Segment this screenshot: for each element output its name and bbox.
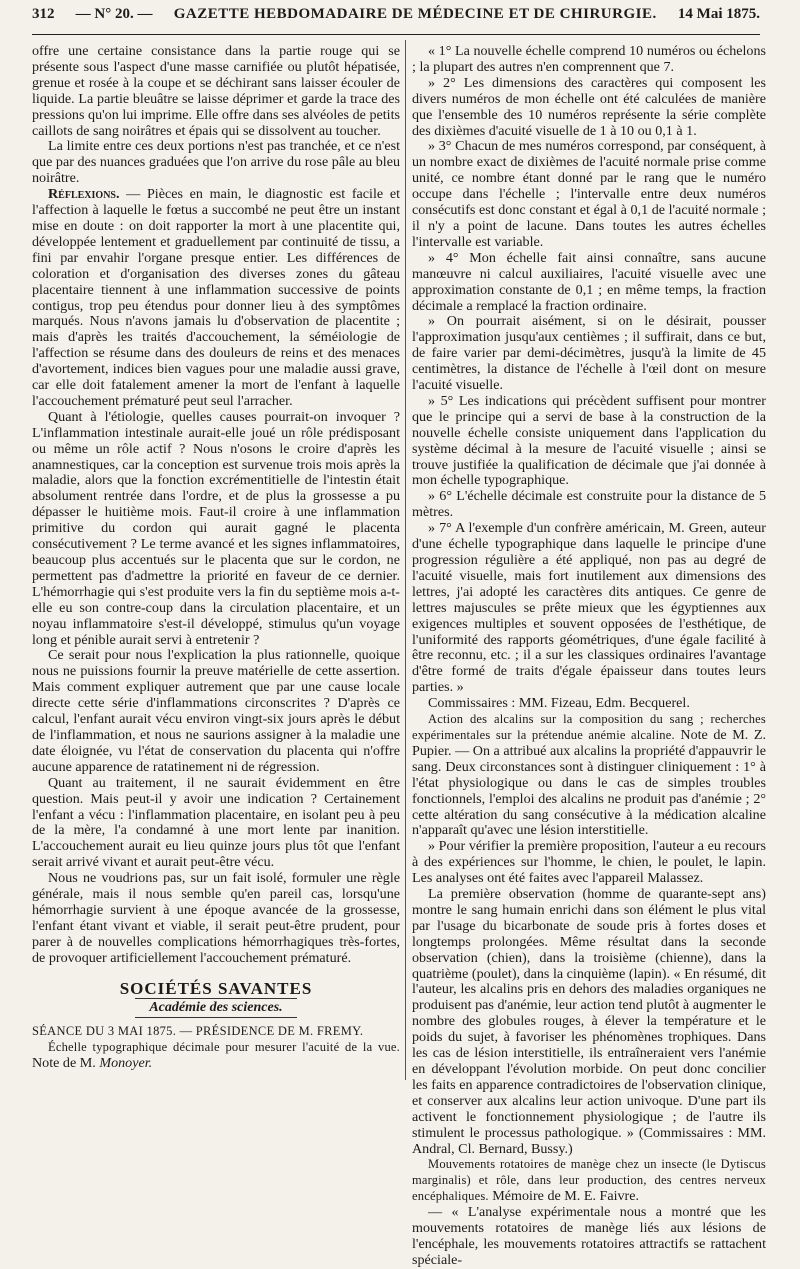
paragraph: » 5° Les indications qui précèdent suffisent pour montrer que le principe qui a servi de base à la construction de la nouvelle échelle consiste uniquement dans l'application du système décimal à la mesure de l'acuité visuelle ; ainsi se trouve justifiée la qualification de décimale que j'ai donnée à mon échelle typographique. [412,392,766,489]
journal-title: GAZETTE HEBDOMADAIRE DE MÉDECINE ET DE CHIRURGIE. [173,6,657,22]
paragraph [32,187,400,410]
column-divider [405,40,406,1080]
paragraph: » 6° L'échelle décimale est construite pour la distance de 5 mètres. [412,488,766,521]
paragraph: Quant au traitement, il ne saurait évidemment en être question. Mais peut-il y avoir une indication ? Certainement l'enfant a vécu : l'inflammation placentaire, en isolant peu à peu de la mère, l'a condamné à une mort lente par inanition. L'accouchement aurait eu lieu quinze jours plus tôt que l'enfant serait arrivé vivant et aurait peut-être vécu. [32,774,400,871]
seance-line: SÉANCE DU 3 MAI 1875. — PRÉSIDENCE DE M. FREMY. [32,1024,364,1039]
echelle-heading: Échelle typographique décimale pour mesurer l'acuité de la vue. [48,1040,400,1055]
paragraph: Quant à l'étiologie, quelles causes pourrait-on invoquer ? L'inflammation intestinale aurait-elle joué un rôle prédisposant ou même un rôle actif ? Nous n'osons le croire d'après les anamnestiques, car la conception est survenue trois mois après la maladie, alors que la fonction excrémentitielle de l'intestin était absolument rentrée dans l'ordre, et de plus la grossesse a pu dépasser le huitième mois. Faut-il croire à une inflammation primitive du cordon qui aurait gagné le placenta consécutivement ? Le terme avancé et les signes inflammatoires, beaucoup plus accentués sur le placenta que sur le cordon, ne permettent pas d'admettre la priorité en faveur de ce dernier. L'hémorrhagie qui s'est produite vers la fin du septième mois a-t-elle eu son contre-coup dans la circulation placentaire, et un noyau inflammatoire s'est-il développé, stimulus qu'un voyage long et pénible aurait servi à entretenir ? [32,408,400,648]
paragraph: « 1° La nouvelle échelle comprend 10 numéros ou échelons ; la plupart des autres n'en comprennent que 7. [412,43,766,75]
paragraph: La première observation (homme de quarante-sept ans) montre le sang humain enrichi dans son élément le plus vital par l'usage du bicarbonate de soude pris à fortes doses et longtemps prolongées. Même résultat dans la seconde observation (chien), dans la troisième (chienne), dans la quatrième (poulet), dans la cinquième (lapin). « En résumé, dit l'auteur, les alcalins pris en dehors des maladies organiques ne produisent pas d'anémie, leur action tend plutôt à augmenter le nombre des globules rouges, à élever la température et le poids du sujet, à favoriser les phénomènes trophiques. Dans les cas de lésion interstitielle, ils entraîneraient vers l'anémie en développant l'évolution morbide. On peut donc concilier les faits en apparence contradictoires de l'observation clinique, et conserver aux alcalins leur action univoque. D'une part ils activent le fonctionnement physiologique ; de l'autre ils stimulent le processus pathologique. » (Commissaires : MM. Andral, Cl. Bernard, Bussy.) [412,886,766,1157]
page-number: 312 [32,6,55,22]
page-header [32,6,760,32]
paragraph: La limite entre ces deux portions n'est pas tranchée, et ce n'est que par des nuances graduées que l'on arrive du rose pâle au bleu noirâtre. [32,138,400,187]
paragraph: Ce serait pour nous l'explication la plus rationnelle, quoique nous ne puissions fournir la preuve matérielle de cette assertion. Mais comment expliquer autrement que par une cause locale directe cette série d'inflammations circonscrites ? D'après ce calcul, l'enfant aurait vécu environ vingt-six jours après le début de l'inflammation, et nous ne saurions assigner à la maladie une date éloignée, vu l'état de conservation du placenta qui n'offre aucune apparence de ratatinement ni de régression. [32,647,400,775]
reflexions-label: Réflexions. [48,186,120,203]
echelle-note: Note de M. [32,1055,100,1072]
paragraph: Nous ne voudrions pas, sur un fait isolé, formuler une règle générale, mais il nous semble qu'en pareil cas, lorsqu'une hémorrhagie survient à une époque avancée de la grossesse, l'enfant étant vivant et viable, il serait peut-être prudent, pour parer à de nouvelles complications hémorrhagiques très-fortes, de provoquer artificiellement l'accouchement prématuré. [32,870,400,966]
issue-date: 14 Mai 1875. [677,6,760,22]
paragraph: » On pourrait aisément, si on le désirait, pousser l'approximation jusqu'aux centièmes ; il suffirait, dans ce but, de faire varier par demi-décimètres, jusqu'à la limite de 45 centimètres, la distance de l'échelle à l'œil dont on mesure l'acuité visuelle. [412,313,766,394]
right-column [412,44,766,1269]
mouvements-note: Mémoire de M. E. Faivre. [488,1188,640,1205]
paragraph: Commissaires : MM. Fizeau, Edm. Becquerel. [428,695,690,712]
echelle-author: Monoyer. [99,1055,153,1072]
issue-number: — N° 20. — [75,6,153,22]
academie-heading: Académie des sciences. [135,998,296,1018]
reflexions-text: — Pièces en main, le diagnostic est facile et l'affection à laquelle le fœtus a succombé ne peut être un instant mise en doute : on doit rapporter la mort à une placentite qui, développée lentement et graduellement par continuité de tissu, a fini par envahir l'organe presque entier. Les différences de coloration et d'organisation des diverses zones du gâteau placentaire tiennent à une inflammation successive de points contigus, trop peu étendus pour donner lieu à des symptômes marqués. Nous n'avons jamais lu d'observation de placentite ; mais d'après les traités d'accouchement, la séméiologie de l'affection se résume dans des douleurs de reins et des menaces d'avortement, indices bien vagues pour une maladie aussi grave, car elle doit fatalement amener la mort de l'enfant à laquelle l'accouchement prématuré peut seul l'arracher. [32,186,400,409]
paragraph: offre une certaine consistance dans la partie rouge qui se présente sous l'aspect d'une masse carnifiée ou plutôt hépatisée, grenue et rosée à la coupe et se déchirant sans laisser écouler de liquide. La partie bleuâtre se laisse déprimer et garde la trace des pressions qu'on lui imprime. Elle offre dans ses alvéoles de petits caillots de sang noirâtres et épais qui se dissolvent au toucher. [32,43,400,139]
paragraph [412,712,766,839]
paragraph: » 7° A l'exemple d'un confrère américain, M. Green, auteur d'une échelle typographique dans laquelle le principe d'une progression régulière a été appliqué, non pas au degré de l'acuité visuelle, mais fort inutilement aux dimensions des lettres, j'ai adopté les caractères dits antiques. Ce genre de lettres majuscules se prête mieux que les égyptiennes aux exigences multiples et souvent opposées de l'esthétique, de l'uniformité des rapports géométriques, d'une égale facilité à être reconnu, etc. ; il a sur les classiques ordinaires l'avantage d'être formé de traits d'égale épaisseur dans toutes leurs parties. » [412,520,766,696]
left-column [32,44,400,1072]
action-heading: Action des alcalins sur la composition du sang ; recherches expérimentales sur la prétendue anémie alcaline. [412,712,766,742]
paragraph: » 3° Chacun de mes numéros correspond, par conséquent, à un nombre exact de dixièmes de l'acuité normale prise comme unité, ce nombre étant donné par le rang que le numéro occupe dans l'échelle ; l'intervalle entre deux numéros consécutifs est donc constant et égal à 0,1 de l'acuité normale ; il n'y a point de lacune. Dans toutes les autres échelles l'intervalle est variable. [412,138,766,250]
paragraph: » 4° Mon échelle fait ainsi connaître, sans aucune manœuvre ni calcul auxiliaires, l'acuité visuelle avec une approximation constante de 0,1 ; en même temps, la fraction décimale a remplacé la fraction ordinaire. [412,249,766,314]
societes-heading-block [32,978,400,1019]
paragraph: » 2° Les dimensions des caractères qui composent les divers numéros de mon échelle ont été calculées de manière que l'ensemble des 10 numéros représente la série complète des dixièmes d'acuité visuelle de 1 à 10 ou 0,1 à 1. [412,74,766,139]
paragraph: » Pour vérifier la première proposition, l'auteur a eu recours à des expériences sur l'homme, le chien, le poulet, le lapin. Les analyses ont été faites avec l'appareil Malassez. [412,838,766,887]
paragraph [412,1157,766,1205]
action-note: Note de M. Z. Pupier. — On a attribué aux alcalins la propriété d'appauvrir le sang. Deux circonstances sont à distinguer cliniquement : 1° à l'état physiologique ou dans le cas de simples troubles fonctionnels, l'emploi des alcalins ne produit pas d'anémie ; 2° cette altération du sang consécutive à la médication alcaline n'apparaît qu'avec une lésion interstitielle. [412,726,767,839]
header-rule [32,34,760,35]
mouvements-heading: Mouvements rotatoires de manège chez un insecte (le Dytiscus marginalis) et rôle, dans leur production, des centres nerveux encéphaliques. [412,1157,766,1204]
paragraph: — « L'analyse expérimentale nous a montré que les mouvements rotatoires de manège liés aux lésions de l'encéphale, les mouvements rotatoires attractifs se rattachent spéciale- [412,1204,766,1268]
societes-heading: SOCIÉTÉS SAVANTES [119,978,313,998]
paragraph [32,1040,400,1072]
